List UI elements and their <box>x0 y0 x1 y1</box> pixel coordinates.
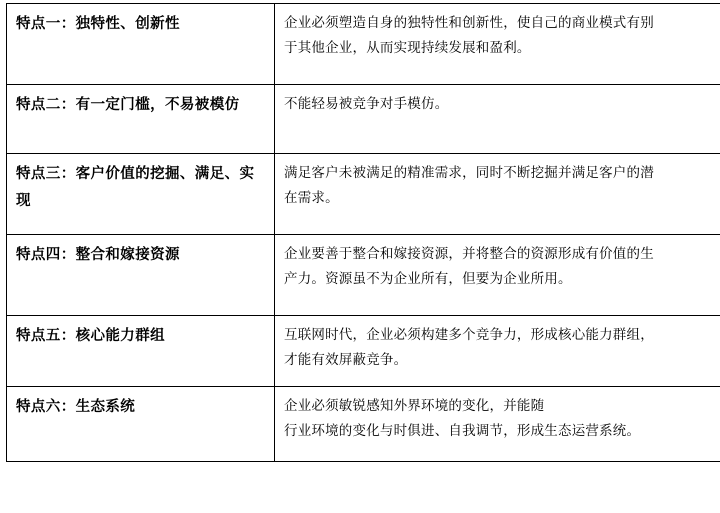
feature-label: 特点五：核心能力群组 <box>7 316 275 387</box>
feature-label: 特点六：生态系统 <box>7 387 275 462</box>
document-page <box>0 3 720 513</box>
description-line: 行业环境的变化与时俱进、自我调节，形成生态运营系统。 <box>284 419 720 444</box>
feature-table <box>6 3 720 462</box>
feature-label: 特点三：客户价值的挖掘、满足、实现 <box>7 154 275 235</box>
feature-label: 特点四：整合和嫁接资源 <box>7 235 275 316</box>
feature-label: 特点一：独特性、创新性 <box>7 4 275 85</box>
description-line: 互联网时代，企业必须构建多个竞争力，形成核心能力群组， <box>284 323 720 348</box>
description-line: 在需求。 <box>284 186 720 211</box>
description-line: 才能有效屏蔽竞争。 <box>284 348 720 373</box>
description-line: 企业必须塑造自身的独特性和创新性，使自己的商业模式有别 <box>284 11 720 36</box>
description-line: 产力。资源虽不为企业所有，但要为企业所用。 <box>284 267 720 292</box>
description-line: 不能轻易被竞争对手模仿。 <box>284 92 720 117</box>
table-row <box>7 85 720 154</box>
feature-description <box>275 85 720 154</box>
description-line: 于其他企业，从而实现持续发展和盈利。 <box>284 36 720 61</box>
table-row <box>7 387 720 462</box>
feature-description <box>275 387 720 462</box>
description-line: 企业必须敏锐感知外界环境的变化，并能随 <box>284 394 720 419</box>
feature-description <box>275 154 720 235</box>
feature-description <box>275 4 720 85</box>
table-row <box>7 4 720 85</box>
feature-description <box>275 235 720 316</box>
table-row <box>7 235 720 316</box>
table-row <box>7 154 720 235</box>
table-row <box>7 316 720 387</box>
feature-description <box>275 316 720 387</box>
description-line: 满足客户未被满足的精准需求，同时不断挖掘并满足客户的潜 <box>284 161 720 186</box>
feature-label: 特点二：有一定门槛，不易被模仿 <box>7 85 275 154</box>
table-body <box>7 4 720 462</box>
description-line: 企业要善于整合和嫁接资源，并将整合的资源形成有价值的生 <box>284 242 720 267</box>
